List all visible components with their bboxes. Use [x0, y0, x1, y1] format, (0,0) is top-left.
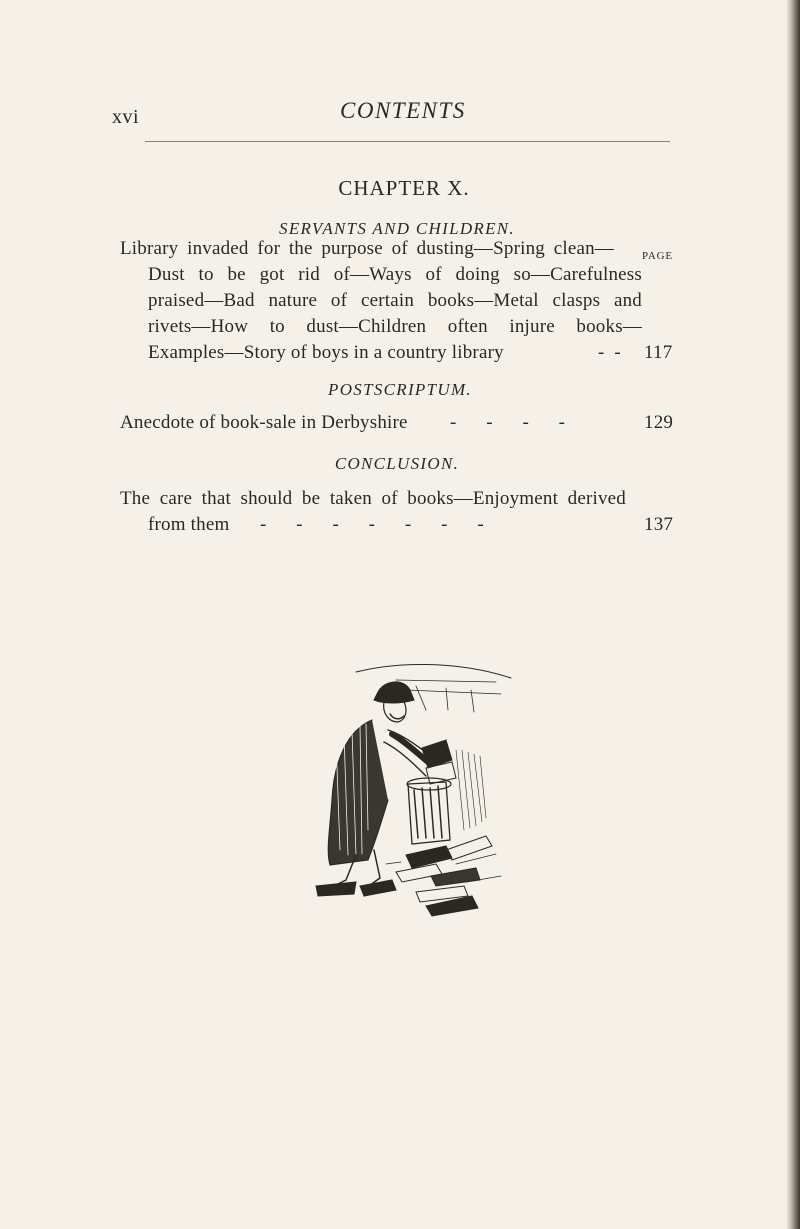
chapter-title: CHAPTER X.	[338, 176, 470, 200]
dot-leaders: - - - -	[450, 412, 566, 433]
header-rule	[145, 141, 670, 142]
entry-page-number: 129	[644, 412, 674, 433]
entry-line: Examples—Story of boys in a country library	[148, 342, 504, 363]
entry-line: The care that should be taken of books—Enjoyment derived	[120, 488, 626, 509]
running-title: CONTENTS	[340, 98, 466, 123]
entry-page-number: 117	[644, 342, 673, 363]
page-column-label: PAGE	[642, 250, 673, 262]
entry-line: from them	[148, 514, 230, 535]
entry-line: Dust to be got rid of—Ways of doing so—Carefulness	[148, 264, 642, 285]
page-number: xvi	[112, 106, 140, 128]
entry-line: rivets—How to dust—Children often injure books—	[148, 316, 642, 337]
entry-page-number: 137	[644, 514, 674, 535]
entry-line: Library invaded for the purpose of dusting—Spring clean—	[120, 238, 614, 259]
section-heading-postscriptum: POSTSCRIPTUM.	[328, 380, 472, 399]
section-heading-servants: SERVANTS AND CHILDREN.	[279, 219, 515, 238]
entry-line: Anecdote of book-sale in Derbyshire	[120, 412, 408, 433]
entry-line: praised—Bad nature of certain books—Metal clasps and	[148, 290, 642, 311]
dot-leaders: - -	[598, 342, 621, 363]
man-dusting-books-icon	[296, 650, 531, 920]
section-heading-conclusion: CONCLUSION.	[334, 454, 460, 473]
dot-leaders: - - - - - - -	[260, 514, 484, 535]
